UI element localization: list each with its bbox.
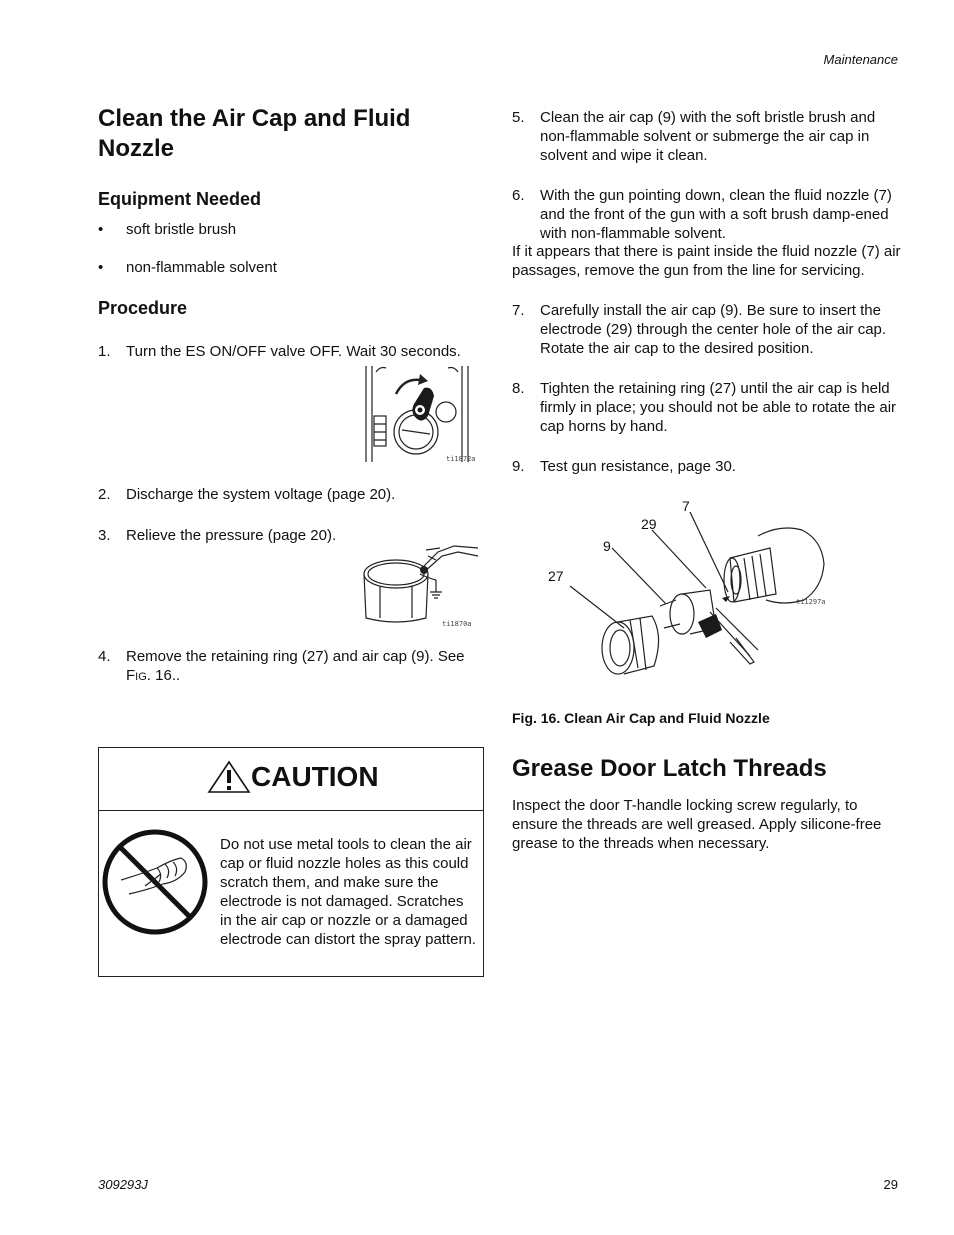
callout-27: 27 (548, 568, 564, 584)
step-number: 2. (98, 486, 111, 503)
step-6 (512, 186, 902, 243)
equipment-item-text: non-flammable solvent (126, 259, 277, 276)
callout-29: 29 (641, 516, 657, 532)
step-2 (98, 485, 484, 504)
step-text-pre: Remove the retaining ring (27) and air cap (9). See (126, 648, 465, 665)
figure-16 (540, 496, 840, 686)
step-text (126, 647, 484, 687)
bullet-dot: • (98, 259, 104, 276)
no-metal-tools-icon (101, 828, 209, 936)
warning-triangle-icon (207, 760, 251, 794)
grease-text: Inspect the door T-handle locking screw regularly, to ensure the threads are well greased. Apply silicone-free grease to the threads when necessary. (512, 797, 882, 852)
step-text: Test gun resistance, page 30. (540, 458, 736, 475)
caution-header (99, 748, 483, 811)
procedure-heading: Procedure (98, 298, 188, 318)
callout-9: 9 (603, 538, 611, 554)
equipment-item-text: soft bristle brush (126, 221, 237, 238)
pail-figure (362, 544, 480, 626)
step-number: 3. (98, 527, 111, 544)
step-text-post: . 16.. (146, 667, 181, 684)
step-text: Discharge the system voltage (page 20). (126, 486, 396, 503)
step-text: With the gun pointing down, clean the fluid nozzle (7) and the front of the gun with a soft brush damp-ened with non-flammable solvent. (540, 187, 892, 242)
step-3 (98, 526, 484, 545)
grounded-pail-illustration (362, 544, 480, 626)
step-5 (512, 108, 902, 165)
figure-code: ti1872a (446, 455, 476, 463)
page-number: 29 (883, 1177, 898, 1192)
grease-heading: Grease Door Latch Threads (512, 755, 827, 782)
step-8 (512, 379, 902, 436)
step-number: 7. (512, 302, 525, 319)
doc-number: 309293J (98, 1177, 148, 1192)
es-valve-figure (362, 364, 476, 464)
step-number: 4. (98, 648, 111, 665)
air-cap-exploded-view (540, 496, 840, 686)
step-text: Turn the ES ON/OFF valve OFF. Wait 30 seconds. (126, 343, 461, 360)
figure-caption: Fig. 16. Clean Air Cap and Fluid Nozzle (512, 710, 770, 726)
step-number: 1. (98, 343, 111, 360)
figure-code: ti1297a (796, 598, 826, 606)
step-number: 8. (512, 380, 525, 397)
step-text: Tighten the retaining ring (27) until the air cap is held firmly in place; you should not be able to rotate the air cap horns by hand. (540, 380, 897, 435)
step-7 (512, 301, 902, 358)
callout-7: 7 (682, 498, 690, 514)
step-number: 9. (512, 458, 525, 475)
step-9 (512, 457, 902, 476)
step-text: Clean the air cap (9) with the soft bristle brush and non-flammable solvent or submerge the air cap in solvent and wipe it clean. (540, 109, 876, 164)
step-1 (98, 342, 484, 361)
equipment-heading: Equipment Needed (98, 189, 262, 209)
es-valve-illustration (362, 364, 472, 464)
caution-title: CAUTION (251, 761, 379, 792)
step-4 (98, 647, 484, 687)
figure-code: ti1870a (442, 620, 472, 628)
bullet-dot: • (98, 221, 104, 238)
step-number: 5. (512, 109, 525, 126)
step-text: Carefully install the air cap (9). Be sure to insert the electrode (29) through the center hole of the air cap. Rotate the air cap to the desired position. (540, 302, 887, 357)
caution-box (98, 747, 484, 977)
section-header: Maintenance (823, 52, 898, 67)
step-number: 6. (512, 187, 525, 204)
step-text: Relieve the pressure (page 20). (126, 527, 337, 544)
fig-ref-ig: IG (135, 671, 147, 683)
caution-text: Do not use metal tools to clean the air cap or fluid nozzle holes as this could scratch them, and make sure the electrode is not damaged. Scratches in the air cap or nozzle or a damaged electrode can distort the spray pattern. (220, 836, 476, 948)
fig-ref-f: F (126, 667, 136, 684)
servicing-note: If it appears that there is paint inside the fluid nozzle (7) air passages, remove the gun from the line for servicing. (512, 243, 901, 279)
page-title: Clean the Air Cap and Fluid Nozzle (98, 105, 411, 162)
